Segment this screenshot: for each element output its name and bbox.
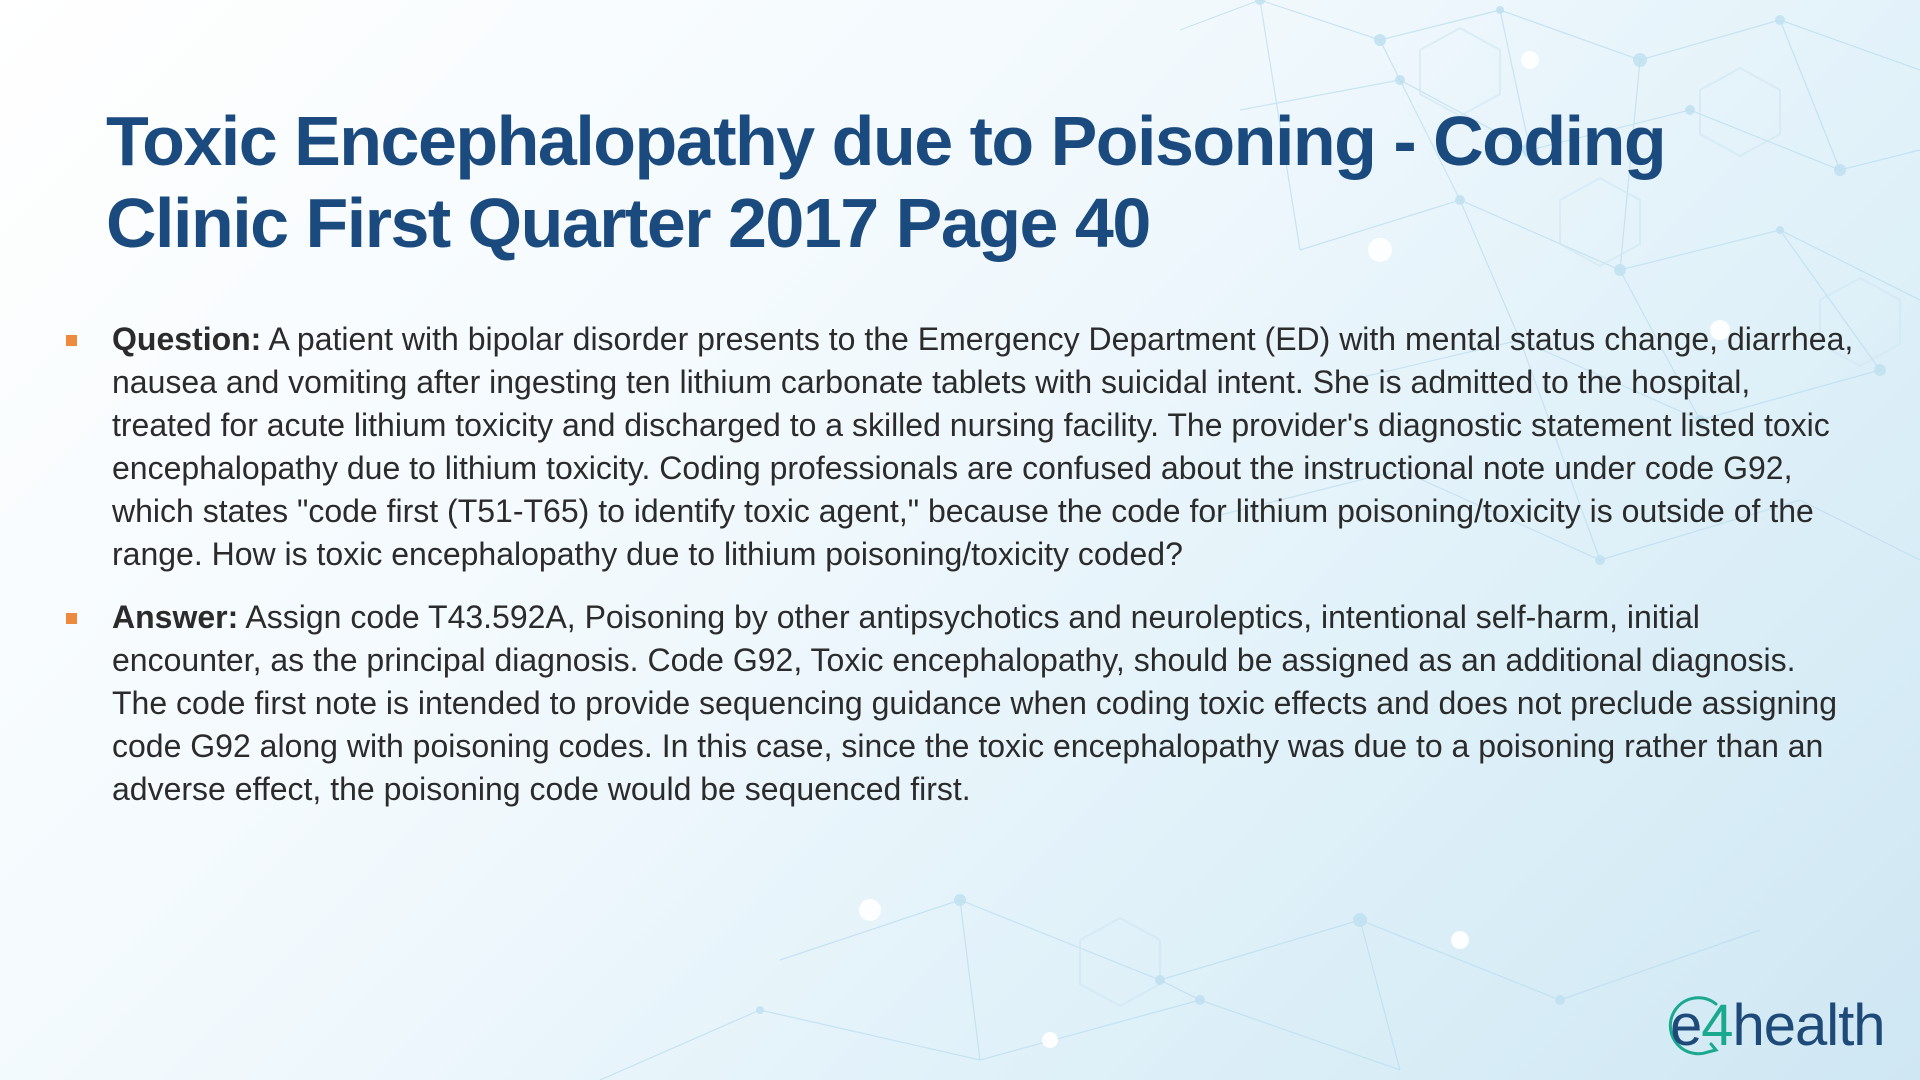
logo-wordmark	[1670, 994, 1885, 1058]
bullet-question-text	[112, 318, 1856, 576]
logo-number: 4	[1701, 993, 1733, 1058]
square-bullet-icon	[66, 335, 77, 346]
bullet-answer	[66, 596, 1856, 811]
slide-title-line-2: Clinic First Quarter 2017 Page 40	[106, 184, 1150, 262]
e4health-logo	[1664, 990, 1894, 1060]
answer-label: Answer:	[112, 599, 239, 635]
question-body: A patient with bipolar disorder presents to the Emergency Department (ED) with mental status change, diarrhea, nausea and vomiting after ingesting ten lithium carbonate tablets with suicidal intent. She is admitted to the hospital, treated for acute lithium toxicity and discharged to a skilled nursing facility. The provider's diagnostic statement listed toxic encephalopathy due to lithium toxicity. Coding professionals are confused about the instructional note under code G92, which states "code first (T51-T65) to identify toxic agent," because the code for lithium poisoning/toxicity is outside of the range. How is toxic encephalopathy due to lithium poisoning/toxicity coded?	[112, 321, 1854, 572]
question-label: Question:	[112, 321, 262, 357]
bullet-list	[66, 318, 1856, 831]
logo-suffix: health	[1732, 993, 1885, 1058]
bullet-question	[66, 318, 1856, 576]
logo-prefix: e	[1670, 993, 1702, 1058]
square-bullet-icon	[66, 613, 77, 624]
bullet-answer-text	[112, 596, 1856, 811]
answer-body: Assign code T43.592A, Poisoning by other antipsychotics and neuroleptics, intentional self-harm, initial encounter, as the principal diagnosis. Code G92, Toxic encephalopathy, should be assigned as an additional diagnosis. The code first note is intended to provide sequencing guidance when coding toxic effects and does not preclude assigning code G92 along with poisoning codes. In this case, since the toxic encephalopathy was due to a poisoning rather than an adverse effect, the poisoning code would be sequenced first.	[112, 599, 1837, 807]
slide-title-line-1: Toxic Encephalopathy due to Poisoning - Coding	[106, 102, 1666, 180]
slide-title	[106, 100, 1746, 264]
